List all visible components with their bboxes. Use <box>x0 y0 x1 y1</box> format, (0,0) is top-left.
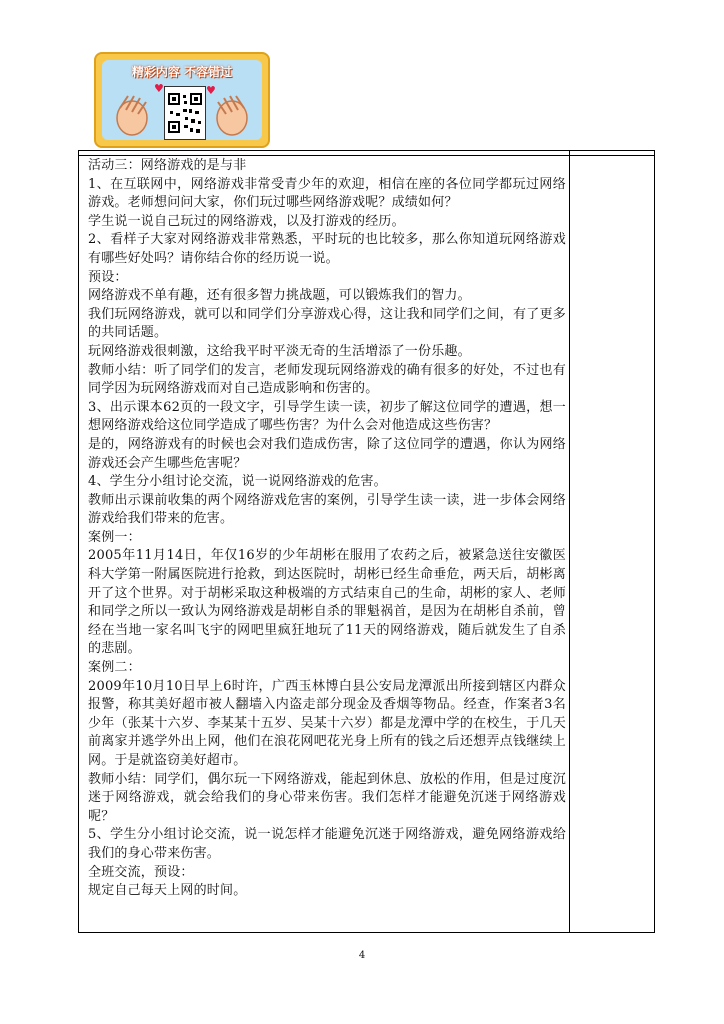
paragraph: 2005年11月14日，年仅16岁的少年胡彬在服用了农药之后，被紧急送往安徽医科大学第一附属医院进行抢救，到达医院时，胡彬已经生命垂危，两天后，胡彬离开了这个世界。对于胡彬采取这种极端的方式结束自己的生命，胡彬的家人、老师和同学之所以一致认为网络游戏是胡彬自杀的罪魁祸首，是因为在胡彬自杀前，曾经在当地一家名叫飞宇的网吧里疯狂地玩了11天的网络游戏，随后就发生了自杀的悲剧。 <box>88 548 566 657</box>
heart-icon: ♥ <box>154 82 164 95</box>
clapping-hand-icon <box>110 90 154 138</box>
promo-banner-text: 精彩内容 不容错过 <box>131 65 233 79</box>
paragraph: 4、学生分小组讨论交流，说一说网络游戏的危害。 <box>88 474 387 490</box>
paragraph: 3、出示课本62页的一段文字，引导学生读一读，初步了解这位同学的遭遇，想一想网络游戏给这位同学造成了哪些伤害？为什么会对他造成这些伤害？ <box>88 399 566 434</box>
paragraph: 玩网络游戏很刺激，这给我平时平淡无奇的生活增添了一份乐趣。 <box>88 343 471 359</box>
paragraph: 5、学生分小组讨论交流，说一说怎样才能避免沉迷于网络游戏，避免网络游戏给我们的身心带来伤害。 <box>88 827 566 861</box>
case-heading: 案例一： <box>88 529 141 545</box>
qr-code-icon <box>164 86 206 140</box>
paragraph: 全班交流，预设： <box>88 864 194 880</box>
table-top-rule <box>79 155 654 156</box>
paragraph: 教师小结：听了同学们的发言，老师发现玩网络游戏的确有很多的好处，不过也有同学因为玩网络游戏而对自己造成影响和伤害的。 <box>88 362 566 397</box>
paragraph: 网络游戏不单有趣，还有很多智力挑战题，可以锻炼我们的智力。 <box>88 288 471 304</box>
heart-icon: ♥ <box>206 84 216 97</box>
lesson-content <box>88 157 566 901</box>
promo-banner-panel <box>102 60 262 140</box>
paragraph: 2009年10月10日早上6时许，广西玉林博白县公安局龙潭派出所接到辖区内群众报警，称其美好超市被人翻墙入内盗走部分现金及香烟等物品。经查，作案者3名少年（张某十六岁、李某某十五岁、吴某十六岁）都是龙潭中学的在校生，于几天前离家并逃学外出上网，他们在浪花网吧花光身上所有的钱之后还想弄点钱继续上网。于是就盗窃美好超市。 <box>88 678 566 768</box>
lesson-table <box>78 150 655 933</box>
paragraph: 是的，网络游戏有的时候也会对我们造成伤害，除了这位同学的遭遇，你认为网络游戏还会产生哪些危害呢？ <box>88 436 566 471</box>
case-heading: 案例二： <box>88 660 141 676</box>
paragraph: 预设： <box>88 269 128 285</box>
paragraph: 1、在互联网中，网络游戏非常受青少年的欢迎，相信在座的各位同学都玩过网络游戏。老师想问问大家，你们玩过哪些网络游戏呢？成绩如何？ <box>88 176 566 211</box>
paragraph: 学生说一说自己玩过的网络游戏，以及打游戏的经历。 <box>88 213 405 229</box>
table-column-divider <box>569 151 570 932</box>
paragraph: 教师小结：同学们，偶尔玩一下网络游戏，能起到休息、放松的作用，但是过度沉迷于网络游戏，就会给我们的身心带来伤害。我们怎样才能避免沉迷于网络游戏呢？ <box>88 771 566 824</box>
promo-banner[interactable] <box>94 52 270 148</box>
paragraph: 教师出示课前收集的两个网络游戏危害的案例，引导学生读一读，进一步体会网络游戏给我们带来的危害。 <box>88 492 566 527</box>
activity-heading: 活动三：网络游戏的是与非 <box>88 158 247 173</box>
paragraph: 规定自己每天上网的时间。 <box>88 883 247 899</box>
paragraph: 2、看样子大家对网络游戏非常熟悉，平时玩的也比较多，那么你知道玩网络游戏有哪些好处吗？请你结合你的经历说一说。 <box>88 232 566 266</box>
clapping-hand-icon <box>210 90 254 138</box>
page-number: 4 <box>358 950 366 961</box>
paragraph: 我们玩网络游戏，就可以和同学们分享游戏心得，这让我和同学们之间，有了更多的共同话题。 <box>88 306 566 341</box>
